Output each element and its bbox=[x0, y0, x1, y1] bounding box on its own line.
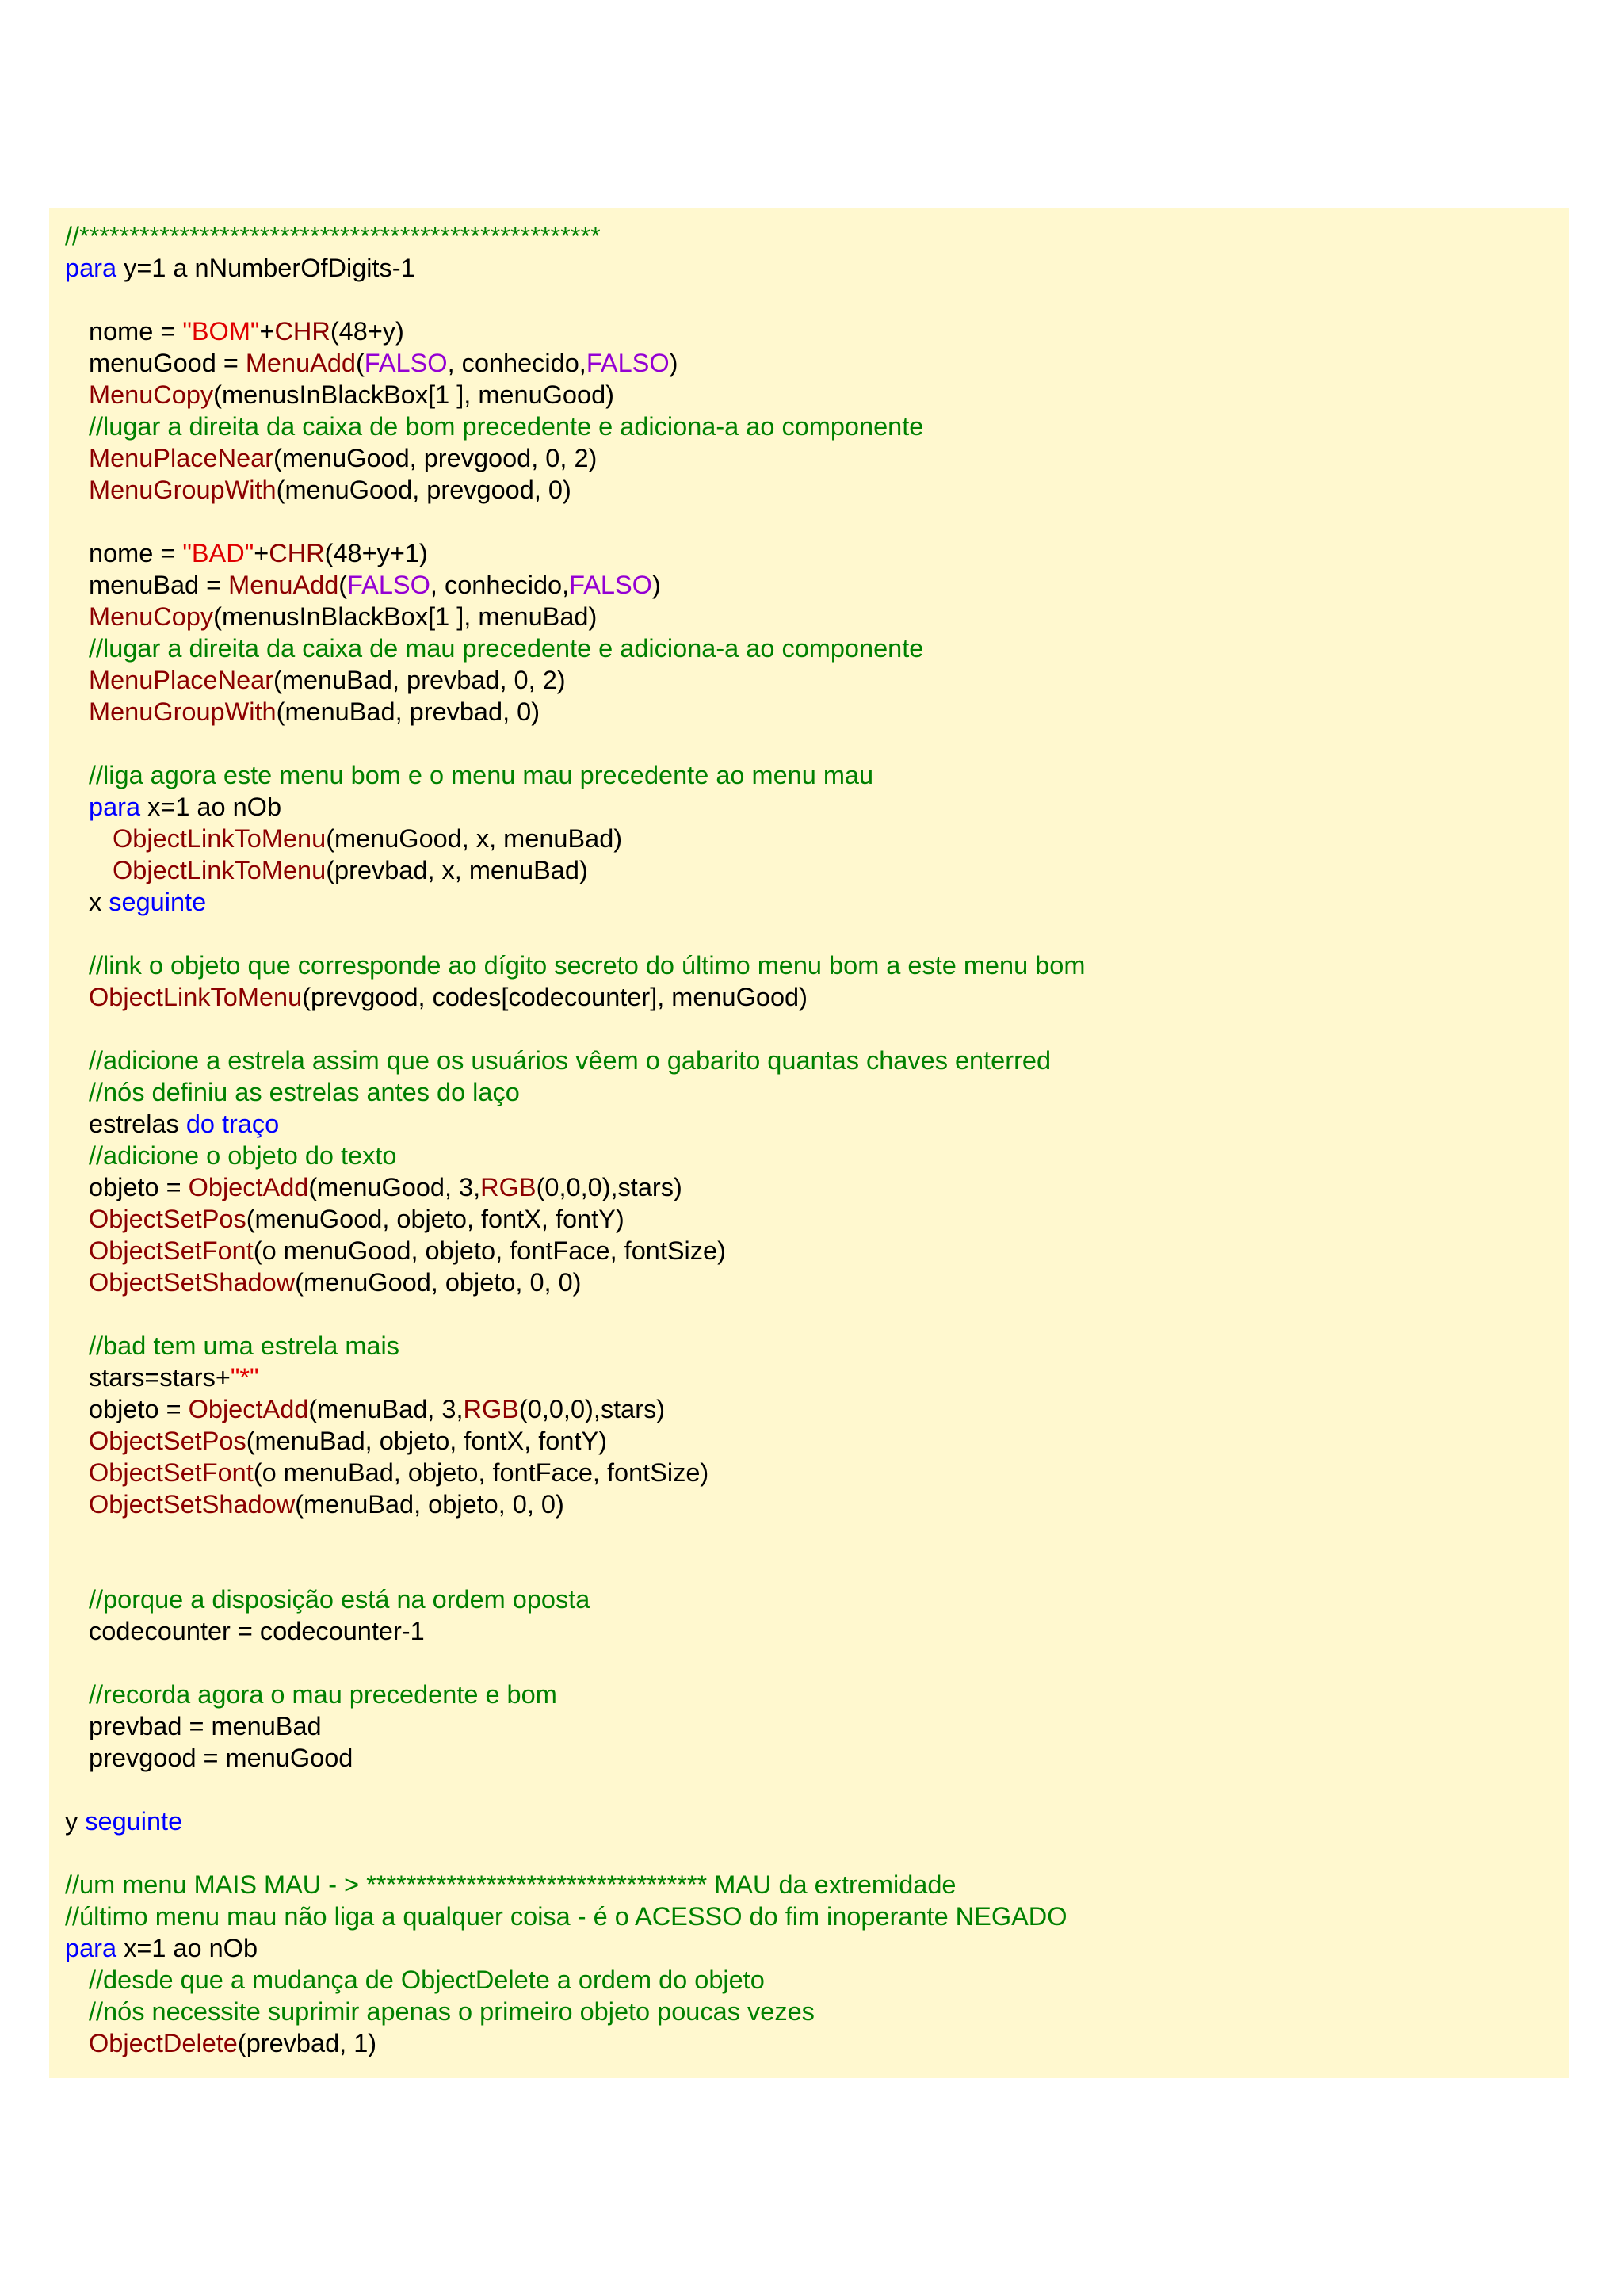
function-token: ObjectDelete bbox=[89, 2029, 238, 2057]
code-text: , conhecido, bbox=[430, 571, 570, 599]
keyword-token: para bbox=[89, 793, 141, 821]
code-text: y=1 a nNumberOfDigits-1 bbox=[116, 254, 415, 282]
function-token: CHR bbox=[269, 539, 325, 567]
code-text: (menuGood, prevgood, 0, 2) bbox=[273, 444, 598, 472]
string-token: "BOM" bbox=[182, 317, 260, 346]
code-line bbox=[65, 949, 1569, 981]
code-line bbox=[65, 1901, 1569, 1932]
function-token: ObjectSetShadow bbox=[89, 1490, 296, 1519]
constant-token: FALSO bbox=[347, 571, 430, 599]
comment-token: //liga agora este menu bom e o menu mau precedente ao menu mau bbox=[89, 761, 874, 789]
code-text: (menuGood, prevgood, 0) bbox=[276, 476, 571, 504]
code-line bbox=[65, 1171, 1569, 1203]
comment-token: //adicione a estrela assim que os usuários vêem o gabarito quantas chaves enterred bbox=[89, 1046, 1052, 1075]
code-text: (prevbad, 1) bbox=[237, 2029, 377, 2057]
code-text: estrelas bbox=[89, 1110, 186, 1138]
code-line bbox=[65, 1108, 1569, 1140]
function-token: ObjectLinkToMenu bbox=[89, 983, 303, 1011]
code-text: (menusInBlackBox[1 ], menuBad) bbox=[213, 602, 598, 631]
blank-line bbox=[65, 1552, 1569, 1584]
code-line bbox=[65, 1679, 1569, 1710]
code-text: (prevbad, x, menuBad) bbox=[326, 856, 588, 884]
code-text: ) bbox=[669, 349, 678, 377]
code-text: nome = bbox=[89, 539, 183, 567]
code-line bbox=[65, 1235, 1569, 1266]
code-text: (menuGood, 3, bbox=[308, 1173, 481, 1201]
function-token: MenuCopy bbox=[89, 602, 214, 631]
comment-token: //porque a disposição está na ordem oposta bbox=[89, 1585, 590, 1614]
function-token: MenuPlaceNear bbox=[89, 444, 274, 472]
code-line bbox=[65, 1425, 1569, 1457]
comment-token: //nós necessite suprimir apenas o primeiro objeto poucas vezes bbox=[89, 1997, 815, 2026]
function-token: MenuAdd bbox=[245, 349, 356, 377]
code-line bbox=[65, 1710, 1569, 1742]
blank-line bbox=[65, 506, 1569, 537]
code-text: (48+y+1) bbox=[324, 539, 428, 567]
code-line bbox=[65, 1742, 1569, 1774]
comment-token: //um menu MAIS MAU - > ********************************** MAU da extremidade bbox=[65, 1870, 957, 1899]
blank-line bbox=[65, 1520, 1569, 1552]
code-text: (menuBad, objeto, fontX, fontY) bbox=[246, 1427, 607, 1455]
keyword-token: seguinte bbox=[109, 888, 207, 916]
constant-token: FALSO bbox=[569, 571, 652, 599]
function-token: RGB bbox=[463, 1395, 519, 1423]
code-line bbox=[65, 537, 1569, 569]
blank-line bbox=[65, 284, 1569, 315]
code-text: codecounter = codecounter-1 bbox=[89, 1617, 425, 1645]
function-token: MenuAdd bbox=[228, 571, 339, 599]
code-line bbox=[65, 1076, 1569, 1108]
function-token: MenuCopy bbox=[89, 380, 214, 409]
code-line bbox=[65, 791, 1569, 823]
code-text: (prevgood, codes[codecounter], menuGood) bbox=[302, 983, 808, 1011]
code-line bbox=[65, 854, 1569, 886]
blank-line bbox=[65, 1013, 1569, 1045]
code-line bbox=[65, 347, 1569, 379]
code-line bbox=[65, 1266, 1569, 1298]
code-line bbox=[65, 886, 1569, 918]
code-text: menuBad = bbox=[89, 571, 229, 599]
code-line bbox=[65, 1932, 1569, 1964]
function-token: ObjectSetPos bbox=[89, 1427, 246, 1455]
function-token: ObjectSetShadow bbox=[89, 1268, 296, 1297]
code-line bbox=[65, 1805, 1569, 1837]
comment-token: //link o objeto que corresponde ao dígito secreto do último menu bom a este menu bom bbox=[89, 951, 1086, 980]
code-line bbox=[65, 632, 1569, 664]
code-text: (o menuBad, objeto, fontFace, fontSize) bbox=[253, 1458, 709, 1487]
function-token: ObjectAdd bbox=[188, 1395, 309, 1423]
code-line bbox=[65, 759, 1569, 791]
code-text: ( bbox=[355, 349, 365, 377]
function-token: ObjectAdd bbox=[188, 1173, 309, 1201]
blank-line bbox=[65, 918, 1569, 949]
code-line bbox=[65, 1964, 1569, 1996]
code-line bbox=[65, 823, 1569, 854]
code-text: + bbox=[259, 317, 275, 346]
code-text: (0,0,0),stars) bbox=[518, 1395, 666, 1423]
constant-token: FALSO bbox=[586, 349, 670, 377]
code-line bbox=[65, 315, 1569, 347]
code-line bbox=[65, 1584, 1569, 1615]
function-token: ObjectSetPos bbox=[89, 1205, 246, 1233]
keyword-token: do traço bbox=[185, 1110, 280, 1138]
code-line bbox=[65, 981, 1569, 1013]
string-token: "*" bbox=[230, 1363, 259, 1392]
code-text: (menuGood, x, menuBad) bbox=[326, 824, 623, 853]
code-text: stars=stars+ bbox=[89, 1363, 231, 1392]
code-line bbox=[65, 1393, 1569, 1425]
code-line bbox=[65, 252, 1569, 284]
function-token: ObjectSetFont bbox=[89, 1458, 254, 1487]
code-text: menuGood = bbox=[89, 349, 246, 377]
code-text: (menuBad, prevbad, 0) bbox=[276, 697, 540, 726]
keyword-token: seguinte bbox=[85, 1807, 183, 1836]
code-line bbox=[65, 2027, 1569, 2059]
code-text: x=1 ao nOb bbox=[140, 793, 282, 821]
blank-line bbox=[65, 1837, 1569, 1869]
code-text: prevbad = menuBad bbox=[89, 1712, 322, 1740]
code-listing bbox=[49, 208, 1569, 2078]
code-line bbox=[65, 1140, 1569, 1171]
code-text: , conhecido, bbox=[447, 349, 586, 377]
code-text: (menuBad, objeto, 0, 0) bbox=[295, 1490, 564, 1519]
blank-line bbox=[65, 728, 1569, 759]
code-text: (menuBad, prevbad, 0, 2) bbox=[273, 666, 566, 694]
code-text: (o menuGood, objeto, fontFace, fontSize) bbox=[253, 1236, 726, 1265]
comment-token: //lugar a direita da caixa de bom precedente e adiciona-a ao componente bbox=[89, 412, 924, 441]
comment-token: //**************************************************** bbox=[65, 222, 601, 250]
code-line bbox=[65, 379, 1569, 411]
code-text: (menuGood, objeto, 0, 0) bbox=[295, 1268, 582, 1297]
code-text: nome = bbox=[89, 317, 183, 346]
code-line bbox=[65, 569, 1569, 601]
comment-token: //adicione o objeto do texto bbox=[89, 1141, 397, 1170]
constant-token: FALSO bbox=[364, 349, 448, 377]
function-token: ObjectSetFont bbox=[89, 1236, 254, 1265]
code-text: ( bbox=[338, 571, 348, 599]
code-line bbox=[65, 664, 1569, 696]
code-line bbox=[65, 1457, 1569, 1488]
code-text: (menuGood, objeto, fontX, fontY) bbox=[246, 1205, 624, 1233]
code-text: (menuBad, 3, bbox=[308, 1395, 464, 1423]
function-token: CHR bbox=[274, 317, 330, 346]
code-line bbox=[65, 1330, 1569, 1362]
code-line bbox=[65, 411, 1569, 442]
code-line bbox=[65, 474, 1569, 506]
code-line bbox=[65, 1615, 1569, 1647]
code-line bbox=[65, 1203, 1569, 1235]
code-line bbox=[65, 1996, 1569, 2027]
comment-token: //recorda agora o mau precedente e bom bbox=[89, 1680, 557, 1709]
comment-token: //lugar a direita da caixa de mau precedente e adiciona-a ao componente bbox=[89, 634, 924, 663]
blank-line bbox=[65, 1298, 1569, 1330]
code-line bbox=[65, 1045, 1569, 1076]
string-token: "BAD" bbox=[182, 539, 254, 567]
function-token: MenuGroupWith bbox=[89, 697, 277, 726]
keyword-token: para bbox=[65, 1934, 117, 1962]
code-line bbox=[65, 601, 1569, 632]
code-line bbox=[65, 1488, 1569, 1520]
function-token: ObjectLinkToMenu bbox=[113, 824, 327, 853]
comment-token: //bad tem uma estrela mais bbox=[89, 1331, 399, 1360]
comment-token: //último menu mau não liga a qualquer coisa - é o ACESSO do fim inoperante NEGADO bbox=[65, 1902, 1067, 1931]
code-text: (48+y) bbox=[330, 317, 404, 346]
keyword-token: para bbox=[65, 254, 117, 282]
function-token: MenuGroupWith bbox=[89, 476, 277, 504]
code-text: y bbox=[65, 1807, 86, 1836]
comment-token: //desde que a mudança de ObjectDelete a ordem do objeto bbox=[89, 1966, 765, 1994]
blank-line bbox=[65, 1647, 1569, 1679]
function-token: MenuPlaceNear bbox=[89, 666, 274, 694]
code-text: (0,0,0),stars) bbox=[536, 1173, 682, 1201]
code-text: + bbox=[254, 539, 269, 567]
code-line bbox=[65, 696, 1569, 728]
code-text: ) bbox=[651, 571, 661, 599]
code-text: objeto = bbox=[89, 1173, 189, 1201]
code-text: prevgood = menuGood bbox=[89, 1744, 353, 1772]
comment-token: //nós definiu as estrelas antes do laço bbox=[89, 1078, 520, 1106]
code-text: (menusInBlackBox[1 ], menuGood) bbox=[213, 380, 614, 409]
code-line bbox=[65, 1869, 1569, 1901]
code-text: x=1 ao nOb bbox=[116, 1934, 258, 1962]
blank-line bbox=[65, 1774, 1569, 1805]
code-line bbox=[65, 442, 1569, 474]
function-token: ObjectLinkToMenu bbox=[113, 856, 327, 884]
code-text: x bbox=[89, 888, 109, 916]
code-text: objeto = bbox=[89, 1395, 189, 1423]
code-line bbox=[65, 220, 1569, 252]
function-token: RGB bbox=[480, 1173, 537, 1201]
code-line bbox=[65, 1362, 1569, 1393]
